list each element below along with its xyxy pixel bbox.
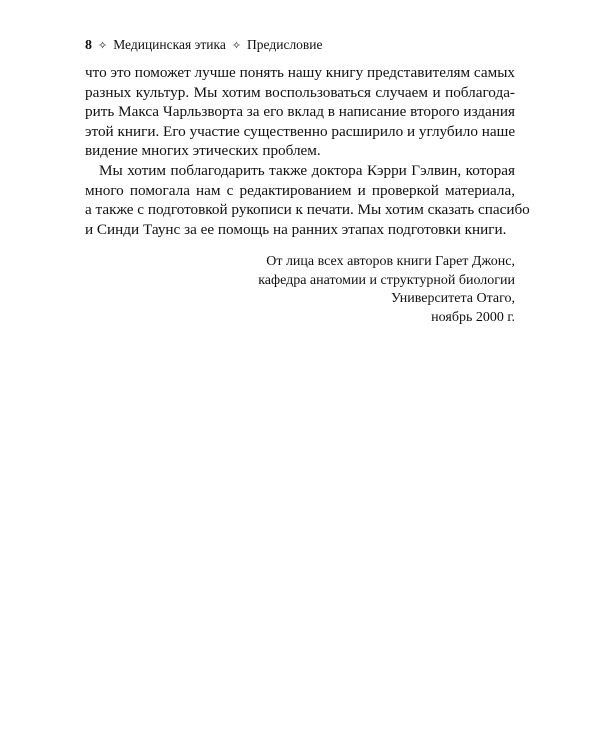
signature-line: Университета Отаго, — [391, 291, 515, 307]
section-title: Предисловие — [247, 37, 323, 52]
body-text — [85, 63, 530, 239]
text-line: этой книги. Его участие существенно расширило и углубило наше — [85, 122, 516, 140]
running-head — [85, 36, 515, 55]
paragraph — [85, 63, 515, 161]
text-line: что это поможет лучше понять нашу книгу представителям самых — [85, 64, 516, 81]
text-line: рить Макса Чарльзворта за его вклад в написание второго издания — [85, 103, 515, 121]
text-line: разных культур. Мы хотим воспользоваться случаем и поблагода- — [85, 83, 515, 101]
text-line: Мы хотим поблагодарить также доктора Кэрри Гэлвин, которая — [99, 161, 515, 179]
signature-block — [85, 253, 515, 327]
text-line: и Синди Таунс за ее помощь на ранних этапах подготовки книги. — [85, 220, 507, 238]
page-number: 8 — [85, 38, 92, 53]
text-line: много помогала нам с редактированием и проверкой материала, — [85, 181, 515, 199]
signature-date: ноябрь 2000 г. — [431, 309, 515, 325]
signature-line: От лица всех авторов книги Гарет Джонс, — [266, 254, 515, 270]
book-title: Медицинская этика — [113, 37, 226, 52]
text-line: видение многих этических проблем. — [85, 142, 321, 160]
separator-icon: ✧ — [231, 40, 242, 52]
page — [85, 36, 530, 327]
separator-icon: ✧ — [98, 40, 108, 52]
text-line: а также с подготовкой рукописи к печати. Мы хотим сказать спасибо — [85, 201, 530, 219]
paragraph — [85, 161, 530, 239]
signature-line: кафедра анатомии и структурной биологии — [258, 272, 515, 288]
